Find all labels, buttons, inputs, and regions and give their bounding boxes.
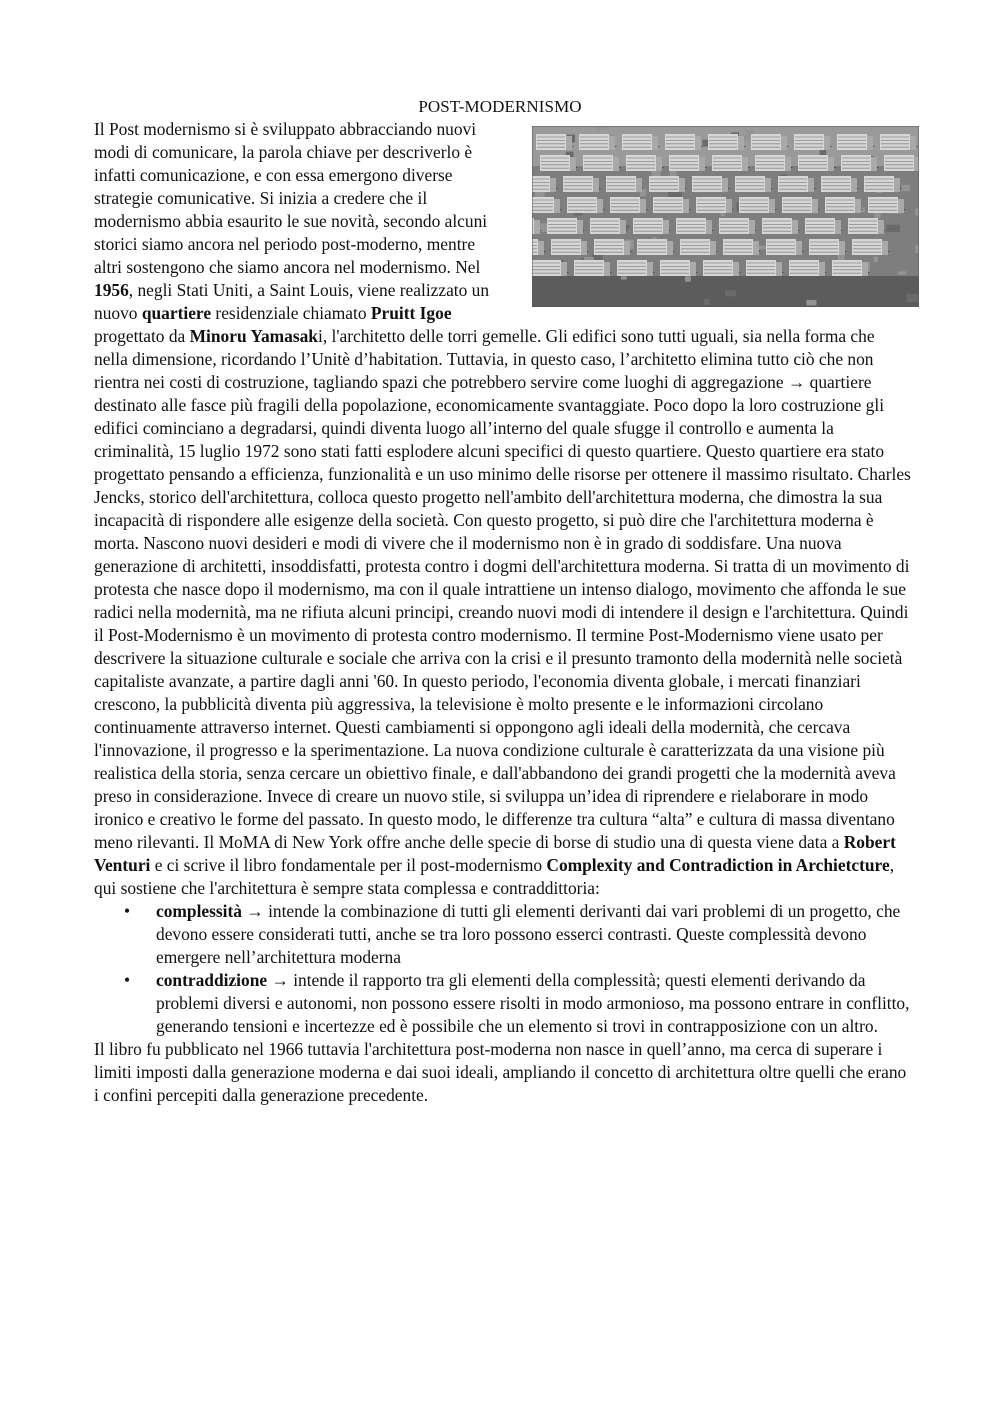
text-run: , negli Stati Uniti, a Saint Louis, viene realizzato un nuovo [94,280,490,323]
bullet-icon: • [124,970,131,990]
pruitt-igoe-photo [532,126,919,307]
paragraph-conclusion: Il libro fu pubblicato nel 1966 tuttavia l'architettura post-moderna non nasce in quell’anno, ma cerca di superare i limiti imposti dalla generazione moderna e dai suoi ideali, ampliando il concetto di architettura oltre quelli che erano i confini percepiti dalla generazione precedente. [94,1039,907,1105]
text-run: i, l'architetto delle torri gemelle. Gli edifici sono tutti uguali, sia nella forma che nella dimensione, ricordando l’Unitè d’habitation. Tuttavia, in questo caso, l’architetto elimina tutto ciò che non rientra nei costi di costruzione, tagliando spazi che potrebbero servire come luoghi di aggregazione → quartiere destinato alle fasce più fragili della popolazione, economicamente svantaggiate. Poco dopo la loro costruzione gli edifici cominciano a degradarsi, quindi diventa luogo all’interno del quale sfugge il controllo e aumenta la criminalità, 15 luglio 1972 sono stati fatti esplodere alcuni specifici di questo quartiere. Questo quartiere era stato progettato pensando a efficienza, funzionalità e un uso minimo delle risorse per ottenere il massimo risultato. Charles Jencks, storico dell'architettura, colloca questo progetto nell'ambito dell'architettura moderna, che dimostra la sua incapacità di rispondere alle esigenze della società. Con questo progetto, si può dire che l'architettura moderna è morta. Nascono nuovi desideri e modi di vivere che il modernismo non è in grado di soddisfare. Una nuova generazione di architetti, insoddisfatti, protesta contro i dogmi dell'architettura moderna. Si tratta di un movimento di protesta che nasce dopo il modernismo, ma con il quale intrattiene un intenso dialogo, movimento che affonda le sue radici nella modernità, ma ne rifiuta alcuni principi, creando nuovi modi di intendere il design e l'architettura. Quindi il Post-Modernismo è un movimento di protesta contro modernismo. Il termine Post-Modernismo viene usato per descrivere la situazione culturale e sociale che arriva con la crisi e il presunto tramonto della modernità nelle società capitaliste avanzate, a partire dagli anni '60. In questo periodo, l'economia diventa globale, i mercati finanziari crescono, la pubblicità diventa più aggressiva, la televisione è molto presente e le informazioni circolano continuamente attraverso internet. Questi cambiamenti si oppongono agli ideali della modernità, che cercava l'innovazione, il progresso e la sperimentazione. La nuova condizione culturale è caratterizzata da una visione più realistica della storia, senza cercare un obiettivo finale, e dall'abbandono dei grandi progetti che la modernità aveva preso in considerazione. Invece di creare un nuovo stile, si sviluppa un’idea di riprendere e rielaborare in modo ironico e creativo le forme del passato. In questo modo, le differenze tra cultura “alta” e cultura di massa diventano meno rilevanti. Il MoMA di New York offre anche delle specie di borse di studio una di questa viene data a [94,326,911,852]
bold-pruitt-igoe: Pruitt Igoe [370,303,452,323]
document-body [94,118,912,1107]
list-item-text: → intende la combinazione di tutti gli elementi derivanti dai vari problemi di un progetto, che devono essere considerati tutti, anche se tra loro possono esserci contrasti. Queste complessità devono emergere nell’architettura moderna [156,901,901,967]
list-item [94,969,912,1038]
list-item-text: → intende il rapporto tra gli elementi della complessità; questi elementi derivando da problemi diversi e autonomi, non possono essere risolti in modo armonioso, ma possono entrare in conflitto, generando tensioni e incertezze ed è possibile che un elemento si trovi in contrapposizione con un altro. [156,970,910,1036]
bold-year: 1956 [94,280,129,300]
paragraph-intro [94,118,912,900]
text-run: Il Post modernismo si è sviluppato abbracciando nuovi modi di comunicare, la parola chiave per descriverlo è infatti comunicazione, e con essa emergono diverse strategie comunicative. Si inizia a credere che il modernismo abbia esaurito le sue novità, secondo alcuni storici siamo ancora nel periodo post-moderno, mentre altri sostengono che siamo ancora nel modernismo. Nel [94,119,488,277]
bullet-list [94,900,912,1038]
text-run: progettato da [94,326,190,346]
photo-graphic [532,126,919,307]
bold-robert-venturi: Robert Venturi [94,832,896,875]
bold-term: contraddizione [156,970,268,990]
text-run: residenziale chiamato [211,303,371,323]
bold-quartiere: quartiere [141,303,212,323]
page-title: POST-MODERNISMO [418,97,582,116]
bullet-icon: • [124,901,131,921]
list-item [94,900,912,969]
bold-term: complessità [156,901,242,921]
text-run: e ci scrive il libro fondamentale per il post-modernismo [150,855,547,875]
bold-book-title: Complexity and Contradiction in Archietcture [546,855,890,875]
text-run: , qui sostiene che l'architettura è sempre stata complessa e contraddittoria: [94,855,895,898]
bold-architect-name: Minoru Yamasak [189,326,318,346]
